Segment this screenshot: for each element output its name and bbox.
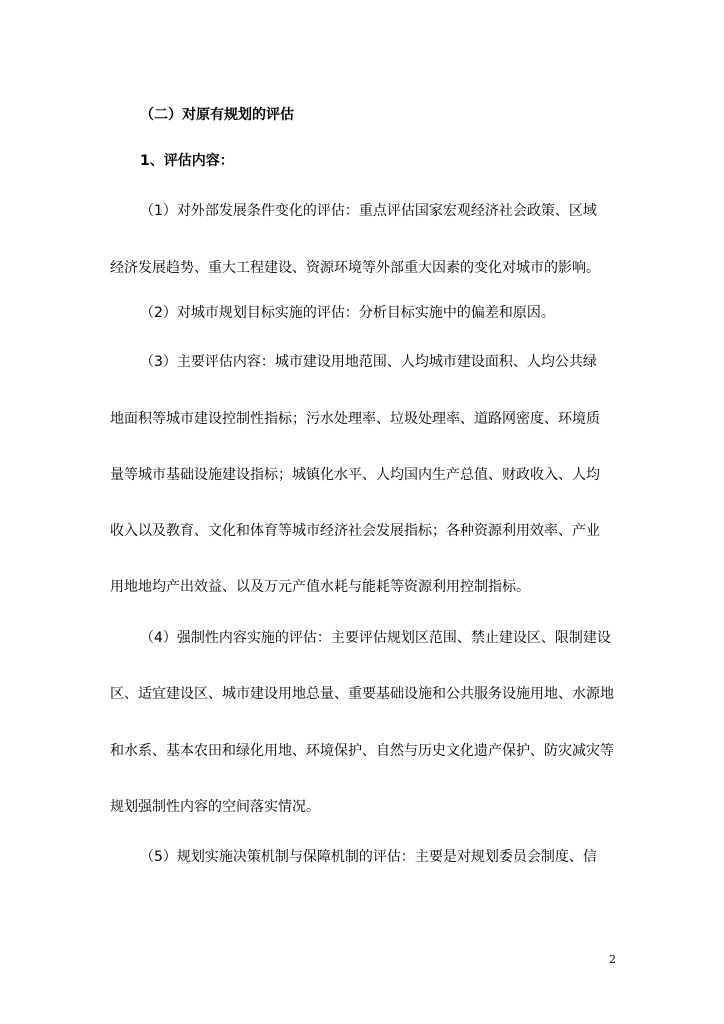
paragraph-5-line-1: （5）规划实施决策机制与保障机制的评估：主要是对规划委员会制度、信 [140, 849, 597, 865]
paragraph-3-line-4: 收入以及教育、文化和体育等城市经济社会发展指标；各种资源利用效率、产业 [110, 523, 600, 539]
paragraph-4-line-4: 规划强制性内容的空间落实情况。 [110, 799, 320, 815]
paragraph-1-line-2: 经济发展趋势、重大工程建设、资源环境等外部重大因素的变化对城市的影响。 [110, 260, 600, 276]
paragraph-1-line-1: （1）对外部发展条件变化的评估：重点评估国家宏观经济社会政策、区域 [140, 203, 597, 219]
paragraph-3-line-1: （3）主要评估内容：城市建设用地范围、人均城市建设面积、人均公共绿 [140, 354, 597, 370]
paragraph-3-line-3: 量等城市基础设施建设指标；城镇化水平、人均国内生产总值、财政收入、人均 [110, 467, 600, 483]
paragraph-4-line-3: 和水系、基本农田和绿化用地、环境保护、自然与历史文化遗产保护、防灾减灾等 [110, 743, 614, 759]
paragraph-4-line-1: （4）强制性内容实施的评估：主要评估规划区范围、禁止建设区、限制建设 [140, 630, 611, 646]
paragraph-4-line-2: 区、适宜建设区、城市建设用地总量、重要基础设施和公共服务设施用地、水源地 [110, 686, 614, 702]
paragraph-3-line-2: 地面积等城市建设控制性指标；污水处理率、垃圾处理率、道路网密度、环境质 [110, 411, 600, 427]
section-heading: （二）对原有规划的评估 [140, 107, 294, 123]
page-number: 2 [609, 953, 616, 966]
paragraph-3-line-5: 用地地均产出效益、以及万元产值水耗与能耗等资源利用控制指标。 [110, 579, 530, 595]
paragraph-2-line-1: （2）对城市规划目标实施的评估：分析目标实施中的偏差和原因。 [140, 305, 555, 321]
subheading: 1、评估内容： [140, 153, 234, 169]
